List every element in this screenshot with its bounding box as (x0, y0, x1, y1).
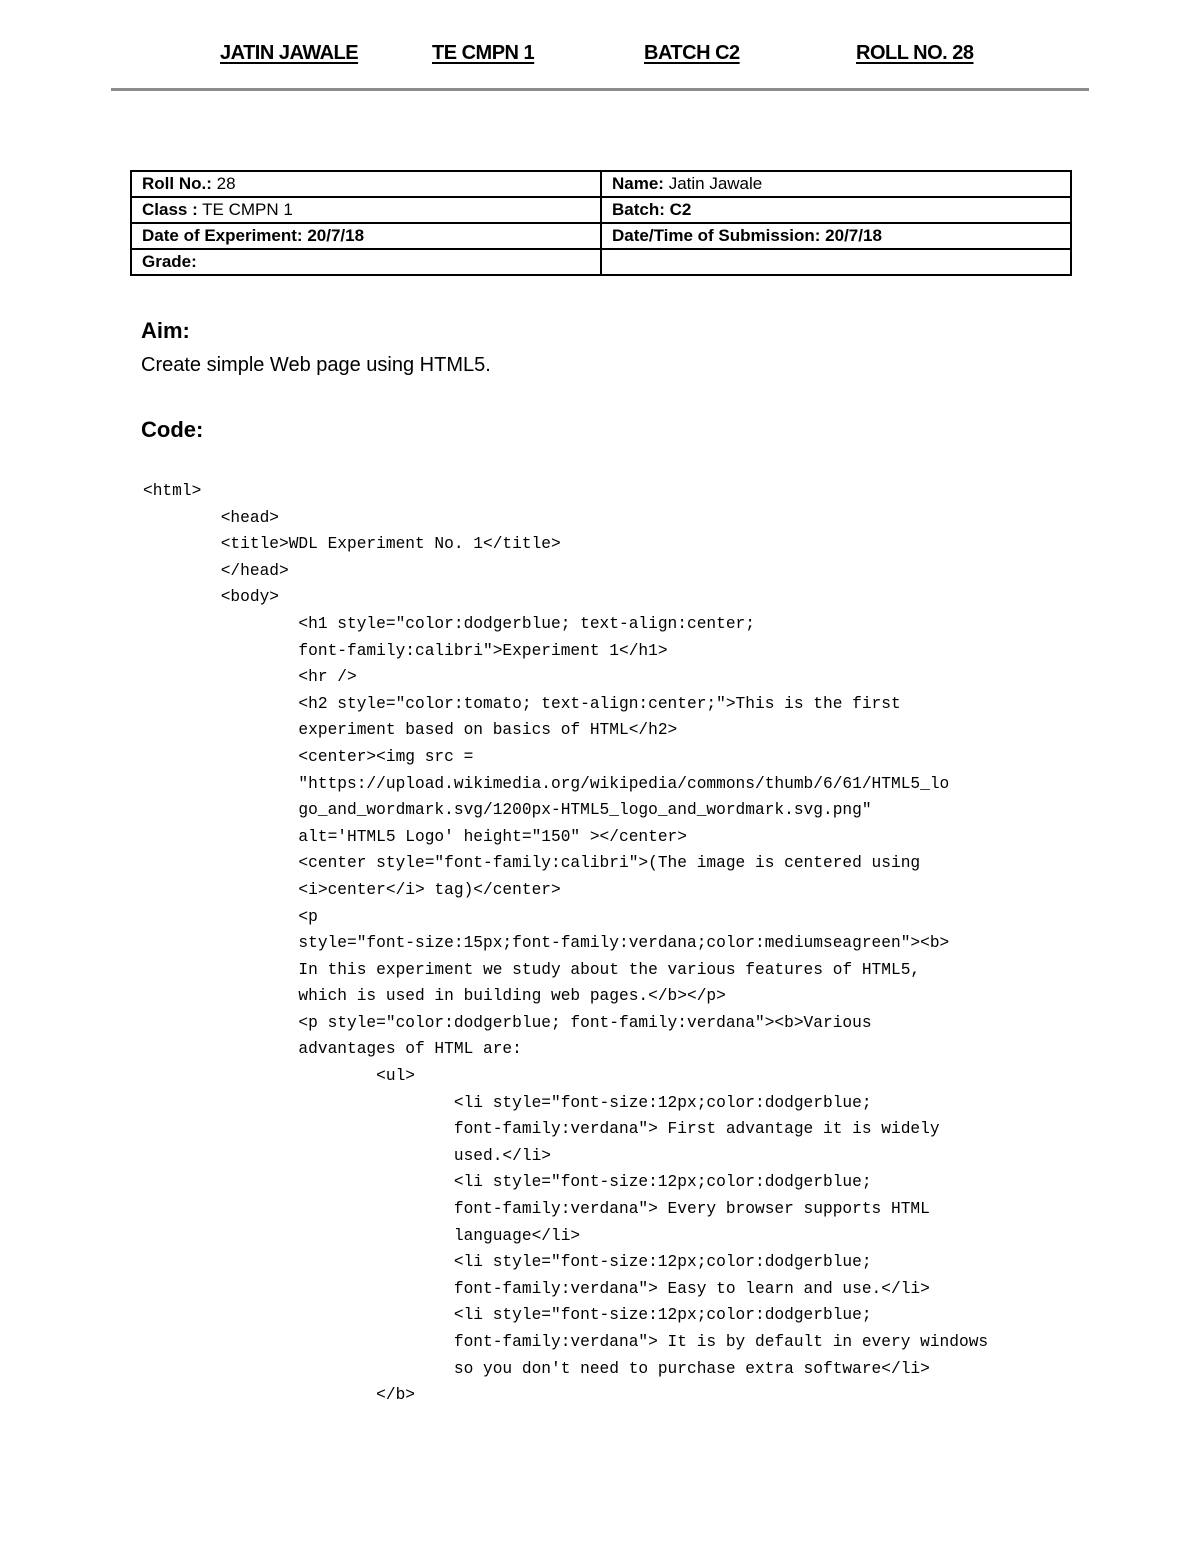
code-line: go_and_wordmark.svg/1200px-HTML5_logo_and_wordmark.svg.png" (143, 801, 872, 820)
code-line: <center style="font-family:calibri">(The image is centered using (143, 854, 921, 873)
grade-label: Grade: (142, 252, 197, 271)
date-experiment-label: Date of Experiment: (142, 226, 303, 245)
name-label: Name: (612, 174, 664, 193)
code-line: font-family:verdana"> Easy to learn and use.</li> (143, 1279, 930, 1298)
code-line: <title>WDL Experiment No. 1</title> (143, 535, 561, 554)
batch-label: Batch: (612, 200, 665, 219)
header-student-name: JATIN JAWALE (220, 42, 359, 64)
code-line: <p (143, 907, 318, 926)
code-line: <li style="font-size:12px;color:dodgerblue; (143, 1306, 872, 1325)
header-class: TE CMPN 1 (432, 42, 535, 64)
code-line: font-family:verdana"> It is by default in every windows (143, 1333, 989, 1351)
code-line: "https://upload.wikimedia.org/wikipedia/commons/thumb/6/61/HTML5_lo (143, 774, 950, 793)
grade-value-cell (601, 249, 1071, 275)
code-line: <li style="font-size:12px;color:dodgerblue; (143, 1093, 872, 1112)
table-row (131, 197, 1071, 223)
code-line: font-family:calibri">Experiment 1</h1> (143, 641, 668, 660)
batch-cell (601, 197, 1071, 223)
code-line: <head> (143, 508, 279, 527)
code-line: font-family:verdana"> Every browser supports HTML (143, 1200, 930, 1219)
table-row (131, 171, 1071, 197)
code-line: <hr /> (143, 668, 357, 687)
code-line: <center><img src = (143, 747, 474, 766)
code-line: language</li> (143, 1226, 581, 1245)
code-line: <i>center</i> tag)</center> (143, 880, 561, 899)
table-row (131, 223, 1071, 249)
header-batch: BATCH C2 (644, 42, 740, 64)
header-divider (111, 88, 1089, 91)
class-label: Class : (142, 200, 198, 219)
code-line: advantages of HTML are: (143, 1040, 522, 1059)
code-line: In this experiment we study about the various features of HTML5, (143, 960, 921, 979)
code-line: <h1 style="color:dodgerblue; text-align:center; (143, 614, 755, 633)
roll-label: Roll No.: (142, 174, 212, 193)
code-line: which is used in building web pages.</b></p> (143, 987, 726, 1006)
date-submission-label: Date/Time of Submission: (612, 226, 821, 245)
aim-heading: Aim: (141, 318, 190, 343)
code-line: style="font-size:15px;font-family:verdana;color:mediumseagreen"><b> (143, 934, 950, 953)
code-line: <p style="color:dodgerblue; font-family:verdana"><b>Various (143, 1013, 872, 1032)
code-line: <body> (143, 588, 279, 607)
name-value: Jatin Jawale (663, 174, 763, 193)
roll-value: 28 (211, 174, 236, 193)
code-line: <html> (143, 482, 202, 500)
class-value: TE CMPN 1 (197, 200, 293, 219)
code-block (143, 478, 1083, 1409)
date-submission-cell (601, 223, 1071, 249)
code-line: font-family:verdana"> First advantage it is widely (143, 1120, 940, 1139)
aim-text: Create simple Web page using HTML5. (141, 354, 491, 376)
header-roll-number: ROLL NO. 28 (856, 42, 974, 64)
code-line: alt='HTML5 Logo' height="150" ></center> (143, 827, 687, 846)
code-line: experiment based on basics of HTML</h2> (143, 721, 678, 740)
date-experiment-cell (131, 223, 601, 249)
code-line: </head> (143, 561, 289, 580)
code-line: <li style="font-size:12px;color:dodgerblue; (143, 1253, 872, 1272)
student-info-table (130, 170, 1072, 276)
code-line: used.</li> (143, 1146, 551, 1165)
date-experiment-value: 20/7/18 (302, 226, 365, 245)
class-cell (131, 197, 601, 223)
roll-cell (131, 171, 601, 197)
name-cell (601, 171, 1071, 197)
code-line: so you don't need to purchase extra software</li> (143, 1359, 930, 1378)
code-line: <h2 style="color:tomato; text-align:center;">This is the first (143, 694, 901, 713)
grade-cell (131, 249, 601, 275)
batch-value: C2 (664, 200, 692, 219)
code-line: <ul> (143, 1067, 415, 1086)
code-line: </b> (143, 1386, 415, 1405)
date-submission-value: 20/7/18 (820, 226, 882, 245)
table-row (131, 249, 1071, 275)
page-header (0, 40, 1200, 70)
code-line: <li style="font-size:12px;color:dodgerblue; (143, 1173, 872, 1192)
code-heading: Code: (141, 417, 204, 442)
